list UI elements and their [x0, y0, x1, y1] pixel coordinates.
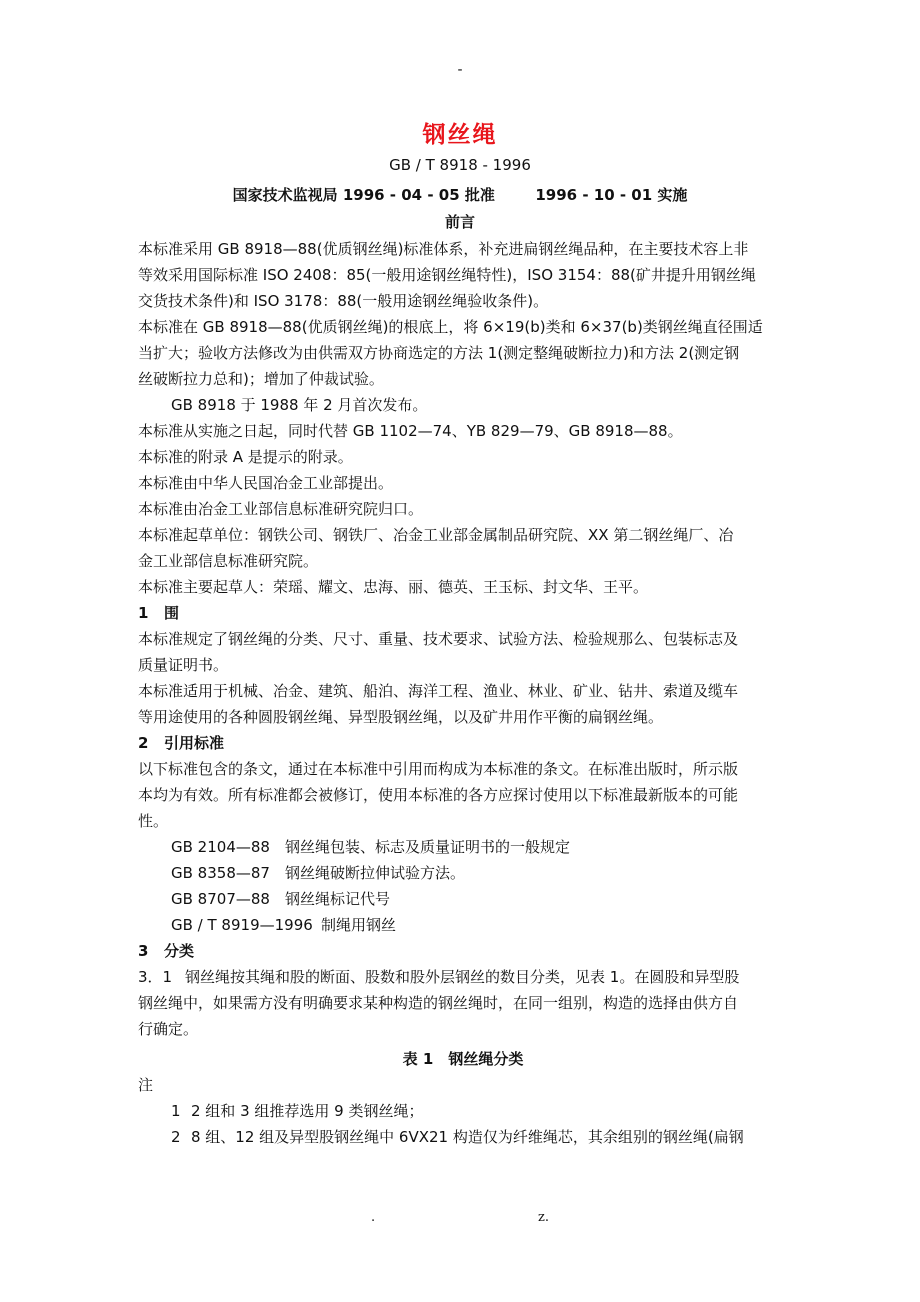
note-number: 2 — [171, 1128, 181, 1146]
foreword-line: 本标准起草单位：钢铁公司、钢铁厂、冶金工业部金属制品研究院、XX 第二钢丝绳厂、冶 — [138, 526, 734, 544]
section-1-line: 质量证明书。 — [138, 656, 229, 674]
page-header-mark: - — [457, 62, 463, 78]
effective-date: 1996 - 10 - 01 实施 — [535, 186, 688, 204]
subsection-text: 钢丝绳按其绳和股的断面、股数和股外层钢丝的数目分类，见表 1。在圆股和异型股 — [185, 968, 740, 986]
reference-title: 钢丝绳标记代号 — [285, 890, 391, 908]
foreword-line: 金工业部信息标准研究院。 — [138, 552, 319, 570]
foreword-line: 本标准的附录 A 是提示的附录。 — [138, 448, 353, 466]
reference-code: GB 8707—88 — [171, 890, 270, 908]
foreword-line: 当扩大；验收方法修改为由供需双方协商选定的方法 1(测定整绳破断拉力)和方法 2(测定钢 — [138, 344, 740, 362]
approval-line — [0, 184, 920, 205]
section-1-line: 本标准适用于机械、冶金、建筑、船泊、海洋工程、渔业、林业、矿业、钻井、索道及缆车 — [138, 682, 739, 700]
reference-title: 钢丝绳破断拉伸试验方法。 — [285, 864, 466, 882]
foreword-line: 本标准采用 GB 8918—88(优质钢丝绳)标准体系，补充进扁钢丝绳品种，在主要技术容上非 — [138, 240, 749, 258]
reference-title: 制绳用钢丝 — [321, 916, 397, 934]
foreword-heading: 前言 — [444, 213, 475, 231]
section-2-line: 性。 — [138, 812, 169, 830]
section-number: 2 — [138, 734, 149, 752]
foreword-line: 本标准从实施之日起，同时代替 GB 1102—74、YB 829—79、GB 8918—88。 — [138, 422, 683, 440]
section-3-line: 钢丝绳中，如果需方没有明确要求某种构造的钢丝绳时，在同一组别，构造的选择由供方自 — [138, 994, 739, 1012]
reference-code: GB 2104—88 — [171, 838, 270, 856]
note-text: 8 组、12 组及异型股钢丝绳中 6VX21 构造仅为纤维绳芯，其余组别的钢丝绳(扁钢 — [191, 1128, 744, 1146]
reference-item — [138, 834, 788, 860]
section-2-line: 本均为有效。所有标准都会被修订，使用本标准的各方应探讨使用以下标准最新版本的可能 — [138, 786, 739, 804]
section-2-heading — [138, 730, 788, 756]
foreword-line: 本标准主要起草人：荣瑶、耀文、忠海、丽、德英、王玉标、封文华、王平。 — [138, 578, 649, 596]
section-3-heading — [138, 938, 788, 964]
section-number: 3 — [138, 942, 149, 960]
section-3-line — [138, 964, 788, 990]
section-1-line: 本标准规定了钢丝绳的分类、尺寸、重量、技术要求、试验方法、检验规那么、包装标志及 — [138, 630, 739, 648]
reference-item — [138, 886, 788, 912]
foreword-line: 等效采用国际标准 ISO 2408：85(一般用途钢丝绳特性)，ISO 3154：88(矿井提升用钢丝绳 — [138, 266, 756, 284]
subsection-number: 3．1 — [138, 968, 173, 986]
first-issue-note: GB 8918 于 1988 年 2 月首次发布。 — [171, 396, 428, 414]
note-item — [138, 1098, 788, 1124]
section-number: 1 — [138, 604, 149, 622]
foreword-line: 丝破断拉力总和)；增加了仲裁试验。 — [138, 370, 384, 388]
foreword-line: 本标准在 GB 8918—88(优质钢丝绳)的根底上，将 6×19(b)类和 6×37(b)类钢丝绳直径围适 — [138, 318, 763, 336]
note-item — [138, 1124, 788, 1150]
section-1-line: 等用途使用的各种圆股钢丝绳、异型股钢丝绳，以及矿井用作平衡的扁钢丝绳。 — [138, 708, 664, 726]
approval-authority: 国家技术监视局 1996 - 04 - 05 批准 — [232, 186, 495, 204]
foreword-line: 本标准由冶金工业部信息标准研究院归口。 — [138, 500, 424, 518]
page-footer-right: z. — [538, 1210, 549, 1225]
foreword-line: 交货技术条件)和 ISO 3178：88(一般用途钢丝绳验收条件)。 — [138, 292, 549, 310]
section-title: 引用标准 — [164, 734, 225, 752]
document-body — [138, 236, 788, 1150]
standard-number: GB / T 8918 - 1996 — [389, 156, 531, 174]
section-3-line: 行确定。 — [138, 1020, 199, 1038]
foreword-line: 本标准由中华人民国冶金工业部提出。 — [138, 474, 394, 492]
note-number: 1 — [171, 1102, 181, 1120]
reference-item — [138, 912, 788, 938]
section-1-heading — [138, 600, 788, 626]
document-title: 钢丝绳 — [422, 122, 498, 148]
note-label: 注 — [138, 1076, 154, 1094]
reference-code: GB / T 8919—1996 — [171, 916, 313, 934]
page-footer-left: . — [371, 1210, 376, 1225]
section-title: 围 — [164, 604, 180, 622]
note-text: 2 组和 3 组推荐选用 9 类钢丝绳； — [191, 1102, 424, 1120]
table-caption: 表 1 钢丝绳分类 — [402, 1050, 524, 1068]
section-2-line: 以下标准包含的条文，通过在本标准中引用而构成为本标准的条文。在标准出版时，所示版 — [138, 760, 739, 778]
reference-title: 钢丝绳包装、标志及质量证明书的一般规定 — [285, 838, 571, 856]
reference-code: GB 8358—87 — [171, 864, 270, 882]
reference-item — [138, 860, 788, 886]
section-title: 分类 — [164, 942, 195, 960]
